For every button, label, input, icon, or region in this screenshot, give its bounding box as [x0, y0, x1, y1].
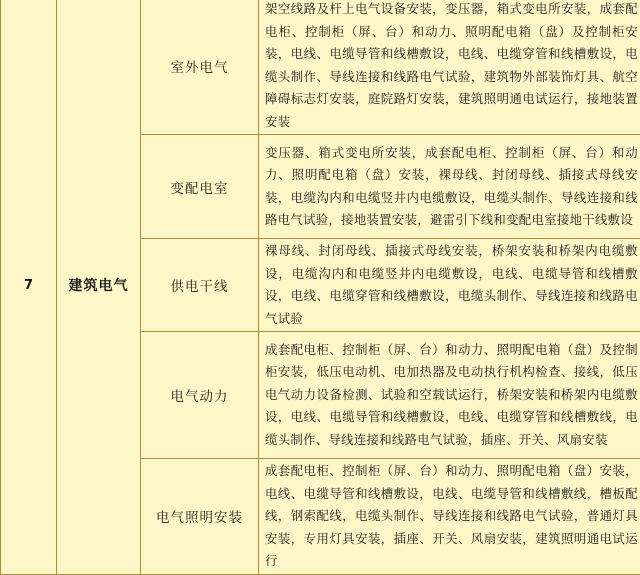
subitem-name: 变配电室 [141, 135, 259, 239]
subitem-content: 裸母线、封闭母线、插接式母线安装，桥架安装和桥架内电缆敷设，电缆沟内和电缆竖井内电缆敷设，电线、电缆导管和线槽敷设，电线、电缆穿管和线槽敷设，电缆头制作、导线连接和线路电气试验 [259, 239, 640, 332]
subitem-content: 架空线路及杆上电气设备安装，变压器，箱式变电所安装，成套配电柜、控制柜（屏、台）和动力、照明配电箱（盘）及控制柜安装，电线、电缆导管和线槽敷设，电线、电缆穿管和线槽敷设，电缆头制作、导线连接和线路电气试验，建筑物外部装饰灯具、航空障碍标志灯安装，庭院路灯安装，建筑照明通电试运行，接地装置安装 [259, 0, 640, 135]
row-number-cell: 7 [1, 0, 57, 574]
category-cell: 建筑电气 [57, 0, 141, 574]
subitem-content: 变压器、箱式变电所安装，成套配电柜、控制柜（屏、台）和动力、照明配电箱（盘）安装，裸母线、封闭母线、插接式母线安装，电缆沟内和电缆竖井内电缆敷设，电缆头制作、导线连接和线路电气试验，接地装置安装，避雷引下线和变配电室接地干线敷设 [259, 135, 640, 239]
subitem-name: 室外电气 [141, 0, 259, 135]
subitem-name: 电气动力 [141, 332, 259, 459]
subitem-name: 供电干线 [141, 239, 259, 332]
subitem-content: 成套配电柜、控制柜（屏、台）和动力、照明配电箱（盘）安装，电线、电缆导管和线槽敷设，电线、电缆导管和线槽敷线，槽板配线，钢索配线，电缆头制作、导线连接和线路电气试验，普通灯具安装，专用灯具安装，插座、开关、风扇安装，建筑照明通电试运行 [259, 459, 640, 575]
table-row [1, 0, 640, 135]
subitem-name: 电气照明安装 [141, 459, 259, 575]
subitem-content: 成套配电柜、控制柜（屏、台）和动力、照明配电箱（盘）及控制柜安装，低压电动机、电加热器及电动执行机构检查、接线，低压电气动力设备检测、试验和空载试运行，桥架安装和桥架内电缆敷设，电线、电缆导管和线槽敷设，电线、电缆穿管和线槽敷线，电缆头制作、导线连接和线路电气试验，插座、开关、风扇安装 [259, 332, 640, 459]
